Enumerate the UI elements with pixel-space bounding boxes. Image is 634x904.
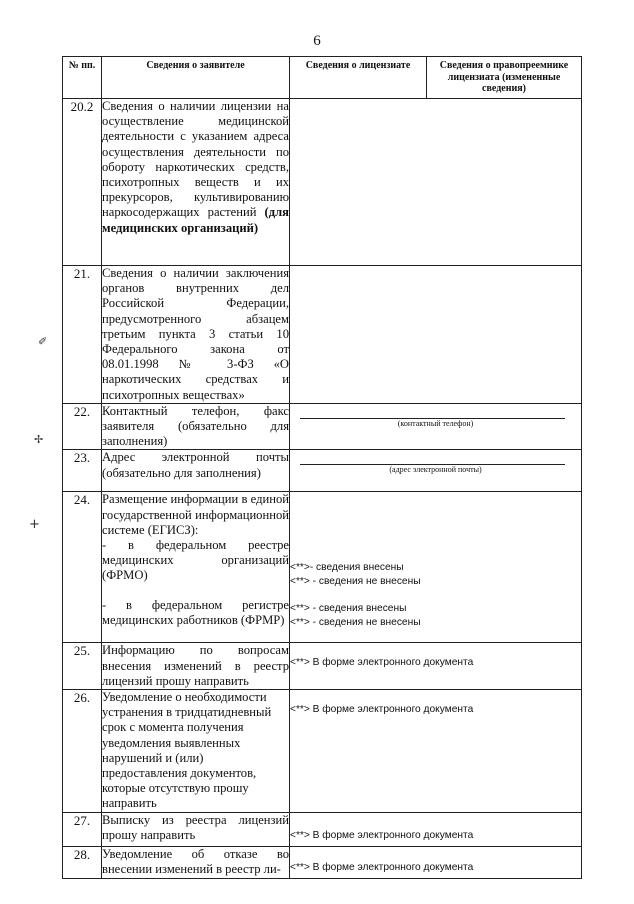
option-electronic-document[interactable]: <**> В форме электронного документа xyxy=(290,704,474,716)
phone-caption: (контактный телефон) xyxy=(397,418,474,428)
email-field[interactable] xyxy=(290,450,582,492)
delivery-option xyxy=(290,846,582,878)
table-row xyxy=(63,812,582,846)
row-description xyxy=(102,492,290,643)
row-description: Контактный телефон, факс заявителя (обязательно для заполнения) xyxy=(102,403,289,449)
row-number: 21. xyxy=(63,266,102,404)
option-frmr-entered[interactable]: <**> - сведения внесены xyxy=(290,603,407,615)
row-number: 20.2 xyxy=(63,99,102,266)
row-number: 22. xyxy=(63,403,102,450)
table-header-row xyxy=(63,57,582,99)
row-description-main: Размещение информации в единой государственной информационной системе (ЕГИСЗ): xyxy=(102,492,289,537)
row-description-frmo: - в федеральном реестре медицинских организаций (ФРМО) xyxy=(102,538,289,583)
egisz-options xyxy=(290,492,582,643)
row-description: Сведения о наличии заключения органов внутренних дел Российской Федерации, предусмотренного абзацем третьим пункта 3 статьи 10 Федерального закона от 08.01.1998 № 3-ФЗ «О наркотических средствах и психотропных веществах» xyxy=(102,266,289,402)
licensee-field[interactable] xyxy=(290,99,582,266)
page-number: 6 xyxy=(313,33,321,49)
option-electronic-document[interactable]: <**> В форме электронного документа xyxy=(290,829,474,841)
table-row xyxy=(63,492,582,643)
table-row xyxy=(63,643,582,690)
table-row xyxy=(63,450,582,492)
row-description: Информацию по вопросам внесения изменений в реестр лицензий прошу направить xyxy=(102,643,289,688)
table-row xyxy=(63,99,582,266)
row-description: Адрес электронной почты (обязательно для заполнения) xyxy=(102,450,290,492)
table-row xyxy=(63,846,582,878)
row-number: 23. xyxy=(63,450,102,492)
row-number: 28. xyxy=(63,846,102,878)
licensee-field[interactable] xyxy=(290,266,582,404)
row-number: 24. xyxy=(63,492,102,643)
row-description: Выписку из реестра лицензий прошу направить xyxy=(102,812,290,846)
phone-field[interactable] xyxy=(290,403,582,450)
option-electronic-document[interactable]: <**> В форме электронного документа xyxy=(290,657,474,669)
table-row xyxy=(63,690,582,813)
table-row xyxy=(63,266,582,404)
row-description: Уведомление о необходимости устранения в тридцатидневный срок с момента получения уведомления выявленных нарушений и (или) предоставления документов, которые отсутствую прошу направить xyxy=(102,690,290,813)
delivery-option xyxy=(290,690,582,813)
table-row xyxy=(63,403,582,450)
row-description-frmr: - в федеральном регистре медицинских работников (ФРМР) xyxy=(102,597,289,627)
row-description: Уведомление об отказе во внесении изменений в реестр ли- xyxy=(102,846,290,878)
option-electronic-document[interactable]: <**> В форме электронного документа xyxy=(290,861,474,873)
scan-mark: ✢ xyxy=(34,433,44,446)
option-frmo-not-entered[interactable]: <**> - сведения не внесены xyxy=(290,576,421,588)
option-frmr-not-entered[interactable]: <**> - сведения не внесены xyxy=(290,617,421,629)
option-frmo-entered[interactable]: <**>- сведения внесены xyxy=(290,562,404,574)
header-successor: Сведения о правопреемнике лицензиата (измененные сведения) xyxy=(427,57,582,99)
row-number: 25. xyxy=(63,643,102,690)
header-num: № пп. xyxy=(63,57,102,99)
scan-mark: + xyxy=(29,517,40,532)
header-applicant: Сведения о заявителе xyxy=(102,57,290,99)
delivery-option xyxy=(290,643,582,690)
scan-mark: ✐ xyxy=(38,335,48,348)
row-description: Сведения о наличии лицензии на осуществление медицинской деятельности с указанием адреса осуществления деятельности по обороту наркотических средств, психотропных веществ и их прекурсоров, культивированию наркосодержащих растений (для медицинских организаций) xyxy=(102,99,290,266)
header-licensee: Сведения о лицензиате xyxy=(290,57,427,99)
application-table xyxy=(62,56,582,879)
row-number: 26. xyxy=(63,690,102,813)
row-number: 27. xyxy=(63,812,102,846)
delivery-option xyxy=(290,812,582,846)
email-caption: (адрес электронной почты) xyxy=(389,465,482,475)
